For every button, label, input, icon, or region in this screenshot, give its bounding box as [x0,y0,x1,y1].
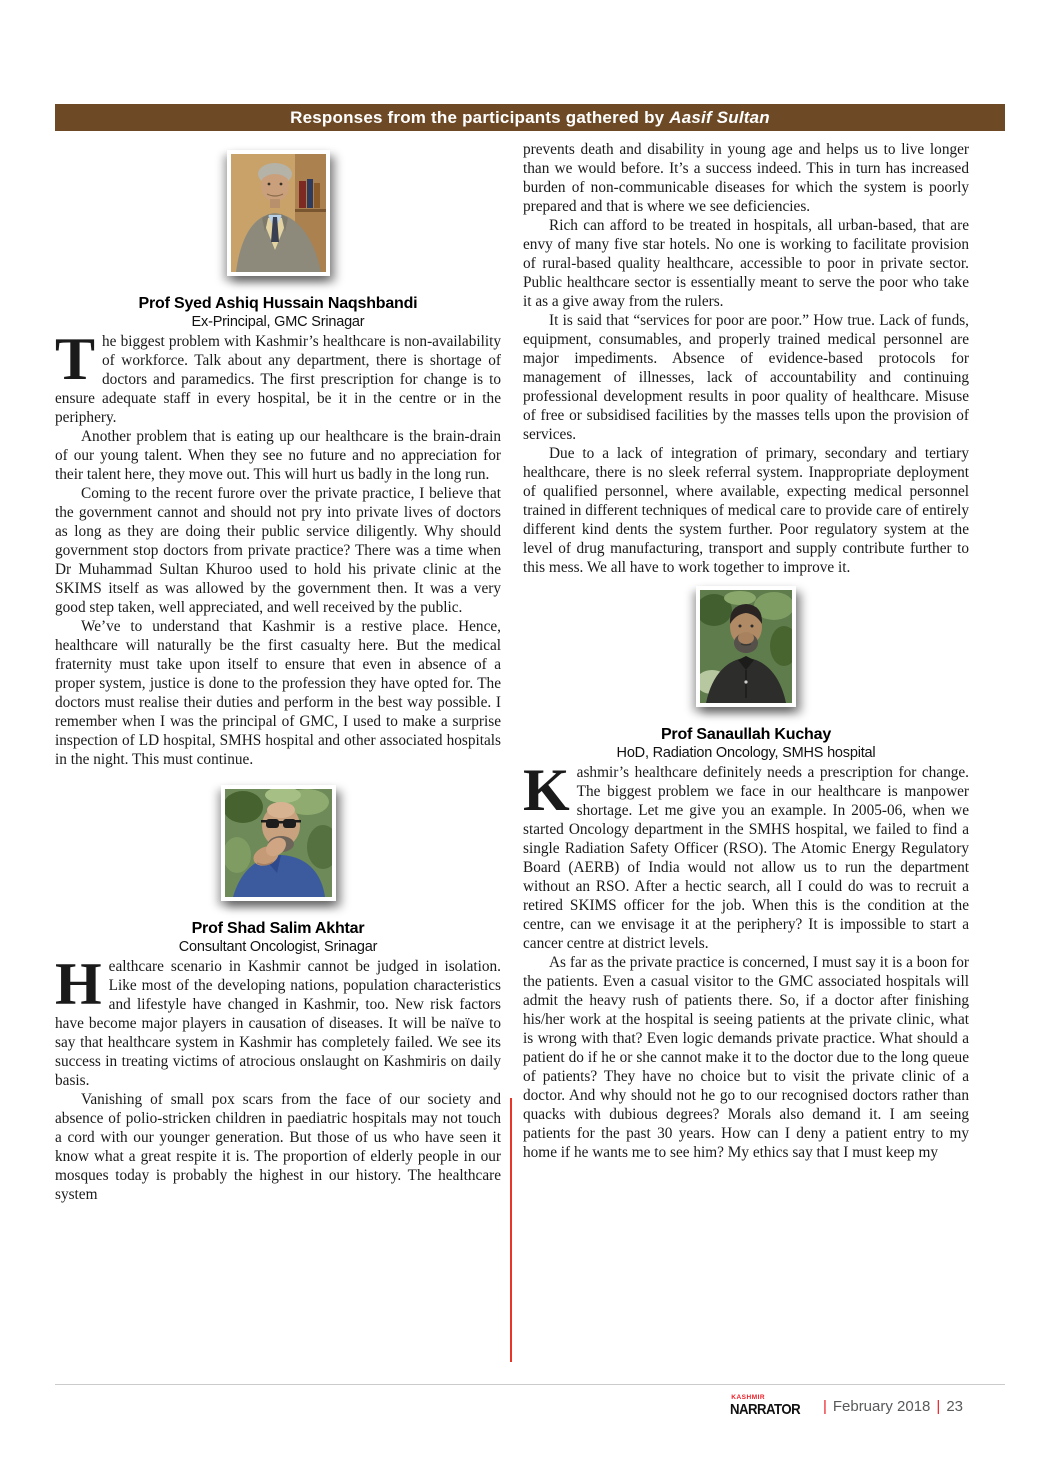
dropcap: T [55,326,96,392]
column-divider [510,1098,512,1362]
magazine-logo-narrator: NARRATOR [730,1401,801,1418]
photo-block-naqshbandi [55,150,501,281]
paragraph [523,757,969,953]
dropcap: K [523,757,570,823]
photo-block-kuchay [523,586,969,712]
footer-rule [55,1384,1005,1385]
paragraph: prevents death and disability in young age and helps us to live longer than we would before. It’s a success indeed. This in turn has increased burden of non-communicable diseases for which the system is poorly prepared and that is where we see deficiencies. [523,141,969,215]
caption-akhtar [55,919,501,957]
paragraph-text: ealthcare scenario in Kashmir cannot be judged in isolation. Like most of the developing nations, population characteristics and lifestyle have changed in Kashmir, too. New risk factors have become major players in causation of diseases. It will be naïve to say that healthcare system in Kashmir has completely failed. We see its success in treating victims of atrocious onslaught on Kashmiris on daily basis. [55,958,501,1089]
caption-kuchay [523,725,969,763]
paragraph: Vanishing of small pox scars from the face of our society and absence of polio-stricken children in paediatric hospitals may not touch a cord with our younger generation. But those of us who have seen it know what a great respite it is. The proportion of elderly people in our mosques today is probably the highest in our history. The healthcare system [55,1091,501,1203]
paragraph: It is said that “services for poor are poor.” How true. Lack of funds, equipment, consumables, and properly trained medical personnel are major impediments. Absence of evidence-based protocols for management of illnesses, lack of accountability and continuing professional development results in poor quality of healthcare. Misuse of free or subsidised facilities by the masses tells upon the provision of services. [523,312,969,443]
paragraph [55,326,501,427]
photo-frame [227,150,330,276]
footer [730,1395,963,1418]
paragraph: Rich can afford to be treated in hospitals, all urban-based, that are envy of many five star hotels. No one is working to facilitate provision of rural-based quality healthcare, accessible to poor in private sector. Public healthcare sector is essentially meant to serve the poor who take it as a give away from the rulers. [523,217,969,310]
paragraph: Coming to the recent furore over the private practice, I believe that the government cannot and should not pry into private lives of doctors as long as they are doing their public service diligently. Why should government stop doctors from private practice? There was a time when Dr Muhammad Sultan Khuroo used to hold his private clinic at the SKIMS itself as was allowed by the government then. It was a very good step taken, well appreciated, and well received by the public. [55,485,501,616]
photo-frame [696,586,796,707]
magazine-logo [730,1395,810,1418]
column-left [55,140,501,1204]
footer-date: February 2018 [832,1398,931,1415]
caption-naqshbandi [55,294,501,332]
paragraph-text: ashmir’s healthcare definitely needs a prescription for change. The biggest problem we face in our healthcare is manpower shortage. Let me give you an example. In 2005-06, when we started Oncology department in the SMHS hospital, we failed to find a single Radiation Safety Officer (RSO). The Atomic Energy Regulatory Board (AERB) of India would not allow us to run the department without an RSO. After a hectic search, all I could do was to recruit a retired SKIMS officer for the job. When this is the condition at the centre, can we envisage it at the periphery? It is impossible to start a cancer centre at district levels. [523,764,969,952]
photo-block-akhtar [55,785,501,906]
dropcap: H [55,951,102,1017]
footer-separator: | [822,1398,827,1415]
portrait-kuchay-illustration [700,590,792,703]
magazine-logo-kashmir: KASHMIR [731,1394,766,1401]
header-banner [55,104,1005,131]
portrait-akhtar-illustration [225,789,332,897]
caption-name: Prof Sanaullah Kuchay [660,726,832,743]
header-title [290,108,770,128]
caption-name: Prof Syed Ashiq Hussain Naqshbandi [138,295,418,312]
caption-name: Prof Shad Salim Akhtar [191,920,365,937]
paragraph: Due to a lack of integration of primary, secondary and tertiary healthcare, there is no sleek referral system. Inappropriate deployment of qualified personnel, where available, expecting medical personnel trained in different techniques of medical care to provide care of entirely different kind dents the system further. Poor regulatory system at the level of drug manufacturing, transport and supply contribute further to this mess. We all have to work together to improve it. [523,445,969,576]
footer-page-number: 23 [946,1398,963,1415]
column-right [523,140,969,1162]
caption-role: HoD, Radiation Oncology, SMHS hospital [616,745,876,761]
footer-separator: | [936,1398,941,1415]
paragraph: Another problem that is eating up our healthcare is the brain-drain of our young talent. When they see no future and no appreciation for their talent here, they move out. This will hurt us badly in the long run. [55,428,501,483]
header-title-text: Responses from the participants gathered by [290,107,670,127]
portrait-naqshbandi-illustration [231,154,326,272]
photo-frame [221,785,336,901]
caption-role: Ex-Principal, GMC Srinagar [191,314,365,330]
header-author-name: Aasif Sultan [669,107,770,127]
paragraph: As far as the private practice is concerned, I must say it is a boon for the patients. Even a casual visitor to the GMC associated hospitals will admit the heavy rush of patients there. So, if a doctor after finishing his/her work at the hospital is seeing patients at the private clinic, what is wrong with that? Even logic demands private practice. What should a patient do if he or she cannot make it to the doctor due to the long queue of patients? They have no choice but to visit the private clinic of a doctor. And why should not he go to our recognised doctors rather than quacks with dubious degrees? Morals also demand it. I am seeing patients for the past 30 years. How can I deny a patient entry to my home if he wants me to see him? My ethics say that I must keep my [523,954,969,1161]
paragraph: We’ve to understand that Kashmir is a restive place. Hence, healthcare will naturally be the first casualty here. But the medical fraternity must take upon itself to ensure that even in absence of a proper system, justice is done to the profession they have opted for. The doctors must realise their duties and perform in the best way possible. I remember when I was the principal of GMC, I used to make a surprise inspection of LD hospital, SMHS hospital and other associated hospitals in the night. This must continue. [55,618,501,768]
paragraph [55,951,501,1090]
paragraph-text: he biggest problem with Kashmir’s healthcare is non-availability of workforce. Talk about any department, there is shortage of doctors and paramedics. The first prescription for change is to ensure adequate staff in every hospital, be it in the centre or in the periphery. [55,333,501,426]
caption-role: Consultant Oncologist, Srinagar [178,939,378,955]
